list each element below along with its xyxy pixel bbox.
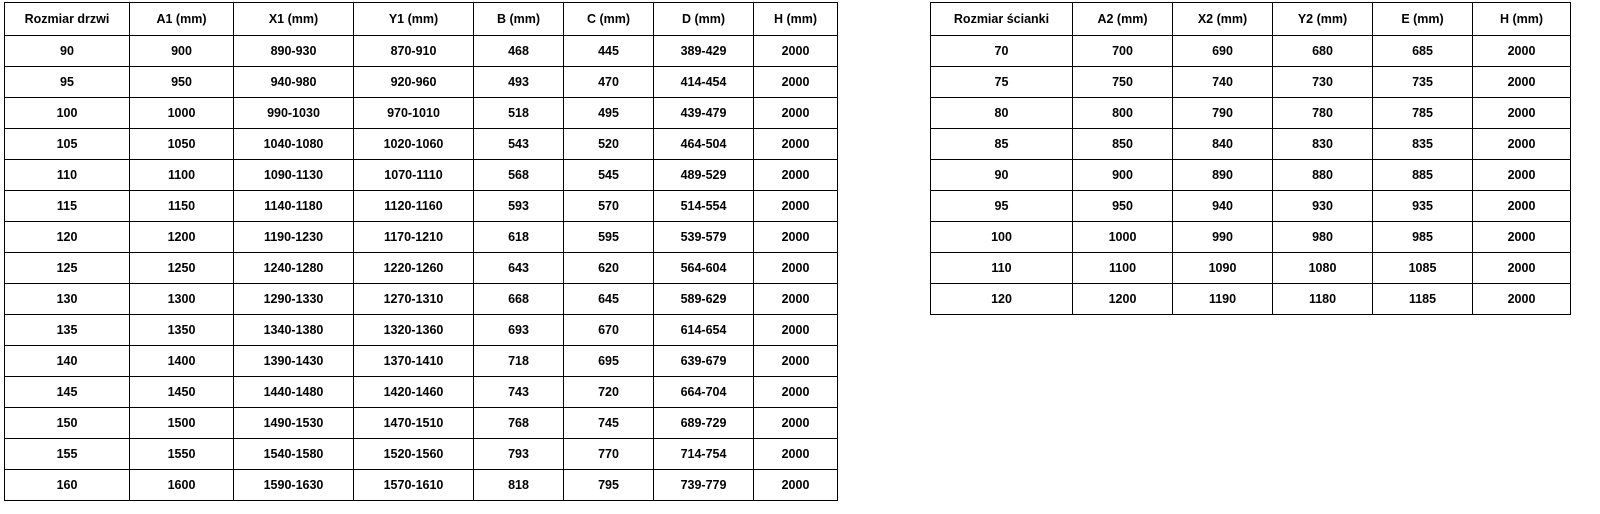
table-cell: 690 [1173, 36, 1273, 67]
table-cell: 639-679 [654, 346, 754, 377]
table-cell: 1000 [1073, 222, 1173, 253]
table-cell: 1000 [130, 98, 234, 129]
table-row [931, 98, 1571, 129]
table-cell: 493 [474, 67, 564, 98]
table-cell: 689-729 [654, 408, 754, 439]
column-header: X1 (mm) [234, 3, 354, 36]
table-row [5, 222, 838, 253]
table-cell: 790 [1173, 98, 1273, 129]
table-cell: 1200 [1073, 284, 1173, 315]
table-row [5, 346, 838, 377]
table-cell: 940 [1173, 191, 1273, 222]
table-cell: 2000 [754, 253, 838, 284]
table-cell: 570 [564, 191, 654, 222]
table-cell: 2000 [754, 346, 838, 377]
table-row [5, 253, 838, 284]
table-row [5, 284, 838, 315]
table-row [931, 67, 1571, 98]
table-cell: 1100 [1073, 253, 1173, 284]
table-cell: 714-754 [654, 439, 754, 470]
table-cell: 1080 [1273, 253, 1373, 284]
table-cell: 885 [1373, 160, 1473, 191]
table-row [931, 191, 1571, 222]
table-cell: 90 [931, 160, 1073, 191]
table-row [5, 160, 838, 191]
table-cell: 2000 [754, 98, 838, 129]
table-cell: 664-704 [654, 377, 754, 408]
table-cell: 850 [1073, 129, 1173, 160]
table-cell: 990-1030 [234, 98, 354, 129]
table-cell: 930 [1273, 191, 1373, 222]
column-header: A1 (mm) [130, 3, 234, 36]
table-cell: 100 [931, 222, 1073, 253]
table-cell: 589-629 [654, 284, 754, 315]
table-cell: 495 [564, 98, 654, 129]
table-cell: 1185 [1373, 284, 1473, 315]
table-cell: 160 [5, 470, 130, 501]
table-cell: 2000 [754, 129, 838, 160]
table-cell: 80 [931, 98, 1073, 129]
table-cell: 1085 [1373, 253, 1473, 284]
table-cell: 2000 [1473, 98, 1571, 129]
table-cell: 1600 [130, 470, 234, 501]
table-cell: 970-1010 [354, 98, 474, 129]
table-cell: 1450 [130, 377, 234, 408]
table-cell: 1240-1280 [234, 253, 354, 284]
table-cell: 950 [1073, 191, 1173, 222]
table-row [5, 408, 838, 439]
table-cell: 1470-1510 [354, 408, 474, 439]
table-cell: 614-654 [654, 315, 754, 346]
table-row [931, 160, 1571, 191]
table-cell: 2000 [754, 284, 838, 315]
table-cell: 2000 [1473, 284, 1571, 315]
table-cell: 464-504 [654, 129, 754, 160]
table-cell: 520 [564, 129, 654, 160]
wall-size-table [930, 2, 1571, 315]
table-cell: 120 [5, 222, 130, 253]
table-cell: 1290-1330 [234, 284, 354, 315]
table-cell: 1390-1430 [234, 346, 354, 377]
table-cell: 768 [474, 408, 564, 439]
table-cell: 693 [474, 315, 564, 346]
table-cell: 2000 [754, 439, 838, 470]
table-cell: 1370-1410 [354, 346, 474, 377]
table-cell: 1180 [1273, 284, 1373, 315]
table-cell: 135 [5, 315, 130, 346]
column-header: Y2 (mm) [1273, 3, 1373, 36]
table-row [931, 129, 1571, 160]
table-cell: 155 [5, 439, 130, 470]
table-cell: 1170-1210 [354, 222, 474, 253]
table-cell: 90 [5, 36, 130, 67]
table-cell: 2000 [754, 377, 838, 408]
table-cell: 439-479 [654, 98, 754, 129]
table-cell: 643 [474, 253, 564, 284]
table-header-row [5, 3, 838, 36]
table-cell: 1100 [130, 160, 234, 191]
table-cell: 980 [1273, 222, 1373, 253]
table-cell: 743 [474, 377, 564, 408]
table-row [5, 67, 838, 98]
table-cell: 414-454 [654, 67, 754, 98]
table-cell: 900 [130, 36, 234, 67]
table-cell: 110 [931, 253, 1073, 284]
table-cell: 720 [564, 377, 654, 408]
table-cell: 880 [1273, 160, 1373, 191]
table-cell: 800 [1073, 98, 1173, 129]
table-cell: 1340-1380 [234, 315, 354, 346]
table-cell: 1150 [130, 191, 234, 222]
column-header: D (mm) [654, 3, 754, 36]
table-cell: 2000 [1473, 253, 1571, 284]
table-cell: 785 [1373, 98, 1473, 129]
door-size-table-container [4, 2, 837, 501]
table-cell: 2000 [1473, 222, 1571, 253]
table-cell: 140 [5, 346, 130, 377]
table-cell: 985 [1373, 222, 1473, 253]
table-cell: 543 [474, 129, 564, 160]
table-cell: 2000 [754, 408, 838, 439]
table-cell: 100 [5, 98, 130, 129]
column-header: Rozmiar drzwi [5, 3, 130, 36]
table-cell: 2000 [1473, 191, 1571, 222]
column-header: C (mm) [564, 3, 654, 36]
table-row [5, 98, 838, 129]
table-cell: 2000 [754, 160, 838, 191]
table-header-row [931, 3, 1571, 36]
table-cell: 1220-1260 [354, 253, 474, 284]
table-cell: 145 [5, 377, 130, 408]
table-cell: 618 [474, 222, 564, 253]
wall-size-table-container [930, 2, 1570, 315]
table-cell: 668 [474, 284, 564, 315]
table-cell: 1440-1480 [234, 377, 354, 408]
table-cell: 2000 [1473, 67, 1571, 98]
table-cell: 900 [1073, 160, 1173, 191]
table-cell: 2000 [754, 315, 838, 346]
table-cell: 830 [1273, 129, 1373, 160]
table-cell: 890-930 [234, 36, 354, 67]
table-cell: 70 [931, 36, 1073, 67]
table-cell: 1350 [130, 315, 234, 346]
table-cell: 1520-1560 [354, 439, 474, 470]
column-header: A2 (mm) [1073, 3, 1173, 36]
table-cell: 818 [474, 470, 564, 501]
table-cell: 795 [564, 470, 654, 501]
table-cell: 1500 [130, 408, 234, 439]
table-cell: 2000 [754, 470, 838, 501]
table-cell: 1120-1160 [354, 191, 474, 222]
table-cell: 935 [1373, 191, 1473, 222]
table-cell: 1070-1110 [354, 160, 474, 191]
table-cell: 890 [1173, 160, 1273, 191]
column-header: Rozmiar ścianki [931, 3, 1073, 36]
table-cell: 95 [5, 67, 130, 98]
table-cell: 518 [474, 98, 564, 129]
table-cell: 1300 [130, 284, 234, 315]
table-row [931, 284, 1571, 315]
table-cell: 470 [564, 67, 654, 98]
table-cell: 1270-1310 [354, 284, 474, 315]
table-cell: 620 [564, 253, 654, 284]
table-cell: 740 [1173, 67, 1273, 98]
table-cell: 2000 [1473, 129, 1571, 160]
table-cell: 1200 [130, 222, 234, 253]
table-cell: 695 [564, 346, 654, 377]
table-row [931, 222, 1571, 253]
table-cell: 564-604 [654, 253, 754, 284]
table-cell: 514-554 [654, 191, 754, 222]
table-cell: 1190 [1173, 284, 1273, 315]
table-cell: 1590-1630 [234, 470, 354, 501]
table-cell: 2000 [754, 36, 838, 67]
table-cell: 780 [1273, 98, 1373, 129]
table-cell: 110 [5, 160, 130, 191]
column-header: Y1 (mm) [354, 3, 474, 36]
table-cell: 793 [474, 439, 564, 470]
table-row [5, 129, 838, 160]
table-cell: 1020-1060 [354, 129, 474, 160]
table-cell: 1040-1080 [234, 129, 354, 160]
table-row [931, 36, 1571, 67]
table-cell: 75 [931, 67, 1073, 98]
table-cell: 1400 [130, 346, 234, 377]
column-header: X2 (mm) [1173, 3, 1273, 36]
table-cell: 489-529 [654, 160, 754, 191]
table-cell: 1050 [130, 129, 234, 160]
table-cell: 940-980 [234, 67, 354, 98]
table-cell: 840 [1173, 129, 1273, 160]
table-cell: 1140-1180 [234, 191, 354, 222]
table-cell: 730 [1273, 67, 1373, 98]
table-cell: 950 [130, 67, 234, 98]
table-row [5, 191, 838, 222]
table-cell: 105 [5, 129, 130, 160]
table-row [931, 253, 1571, 284]
table-cell: 2000 [1473, 160, 1571, 191]
table-cell: 539-579 [654, 222, 754, 253]
table-cell: 468 [474, 36, 564, 67]
table-cell: 125 [5, 253, 130, 284]
table-cell: 1190-1230 [234, 222, 354, 253]
table-cell: 870-910 [354, 36, 474, 67]
table-row [5, 315, 838, 346]
table-row [5, 377, 838, 408]
table-cell: 645 [564, 284, 654, 315]
column-header: E (mm) [1373, 3, 1473, 36]
table-cell: 2000 [1473, 36, 1571, 67]
door-size-table [4, 2, 838, 501]
column-header: H (mm) [1473, 3, 1571, 36]
table-cell: 445 [564, 36, 654, 67]
table-cell: 1550 [130, 439, 234, 470]
table-cell: 990 [1173, 222, 1273, 253]
table-cell: 2000 [754, 191, 838, 222]
table-row [5, 36, 838, 67]
table-cell: 2000 [754, 67, 838, 98]
table-cell: 389-429 [654, 36, 754, 67]
table-cell: 545 [564, 160, 654, 191]
table-cell: 700 [1073, 36, 1173, 67]
table-cell: 568 [474, 160, 564, 191]
table-cell: 85 [931, 129, 1073, 160]
column-header: B (mm) [474, 3, 564, 36]
table-cell: 685 [1373, 36, 1473, 67]
table-cell: 120 [931, 284, 1073, 315]
table-cell: 735 [1373, 67, 1473, 98]
table-cell: 95 [931, 191, 1073, 222]
table-cell: 593 [474, 191, 564, 222]
table-cell: 718 [474, 346, 564, 377]
table-cell: 1540-1580 [234, 439, 354, 470]
table-row [5, 439, 838, 470]
table-cell: 770 [564, 439, 654, 470]
table-row [5, 470, 838, 501]
table-cell: 680 [1273, 36, 1373, 67]
table-cell: 2000 [754, 222, 838, 253]
table-cell: 1320-1360 [354, 315, 474, 346]
table-cell: 1420-1460 [354, 377, 474, 408]
table-cell: 1090 [1173, 253, 1273, 284]
table-cell: 150 [5, 408, 130, 439]
table-cell: 670 [564, 315, 654, 346]
table-cell: 595 [564, 222, 654, 253]
table-cell: 739-779 [654, 470, 754, 501]
table-cell: 1570-1610 [354, 470, 474, 501]
table-cell: 115 [5, 191, 130, 222]
table-cell: 745 [564, 408, 654, 439]
table-cell: 920-960 [354, 67, 474, 98]
column-header: H (mm) [754, 3, 838, 36]
table-cell: 750 [1073, 67, 1173, 98]
table-cell: 835 [1373, 129, 1473, 160]
table-cell: 1490-1530 [234, 408, 354, 439]
table-cell: 1090-1130 [234, 160, 354, 191]
table-cell: 130 [5, 284, 130, 315]
table-cell: 1250 [130, 253, 234, 284]
